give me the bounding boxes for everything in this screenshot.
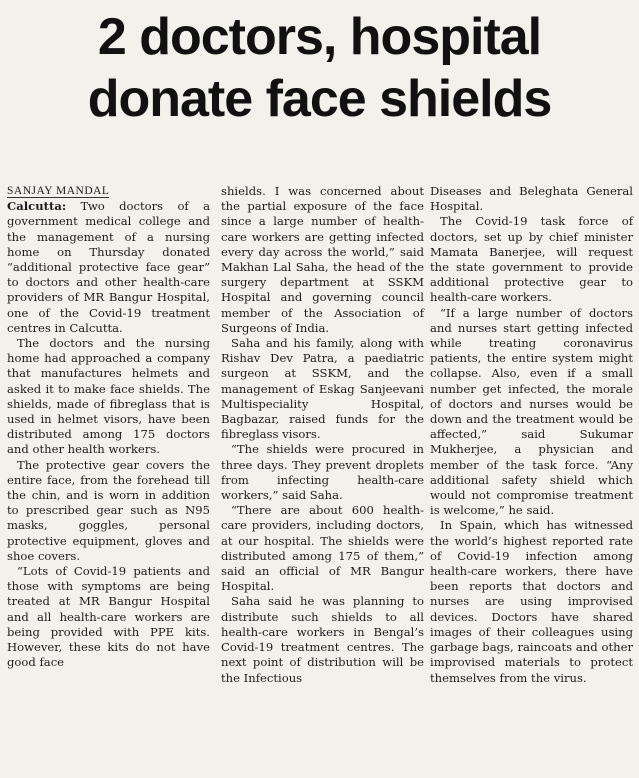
paragraph: Calcutta: Two doctors of a government medical college and the management of a nursing home on Thursday donated “additional protective face gear” to doctors and other health-care providers of MR Bangur Hospital, one of the Covid-19 treatment centres in Calcutta. [7, 199, 210, 335]
paragraph: Saha and his family, along with Rishav Dev Patra, a paediatric surgeon at SSKM, and the management of Eskag Sanjeevani Multispeciality Hospital, Bagbazar, raised funds for the fibreglass visors. [221, 336, 424, 442]
paragraph: Diseases and Beleghata General Hospital. [430, 184, 633, 214]
paragraph: “The shields were procured in three days. They prevent droplets from infecting health-care workers,” said Saha. [221, 442, 424, 503]
paragraph: “If a large number of doctors and nurses start getting infected while treating coronavirus patients, the entire system might collapse. Also, even if a small number get infected, the morale of doctors and nurses would be down and the treatment would be affected,” said Sukumar Mukherjee, a physician and member of the task force. “Any additional safety shield which would not compromise treatment is welcome,” he said. [430, 305, 633, 518]
paragraph: The doctors and the nursing home had approached a company that manufactures helmets and asked it to make face shields. The shields, made of fibreglass that is used in helmet visors, have been distributed among 175 doctors and other health workers. [7, 336, 210, 457]
headline-line-1: 2 doctors, hospital [97, 8, 542, 66]
paragraph: The protective gear covers the entire face, from the forehead till the chin, and is worn in addition to prescribed gear such as N95 masks, goggles, personal protective equipment, gloves and shoe covers. [7, 457, 210, 563]
paragraph: “There are about 600 health-care providers, including doctors, at our hospital. The shields were distributed among 175 of them,” said an official of MR Bangur Hospital. [221, 503, 424, 594]
paragraph: shields. I was concerned about the partial exposure of the face since a large number of health-care workers are getting infected every day across the world,” said Makhan Lal Saha, the head of the surgery department at SSKM Hospital and governing council member of the Association of Surgeons of India. [221, 184, 424, 335]
article-column-3 [430, 184, 633, 686]
byline: SANJAY MANDAL [7, 185, 110, 197]
paragraph: The Covid-19 task force of doctors, set up by chief minister Mamata Banerjee, will request the state government to provide additional protective gear to health-care workers. [430, 214, 633, 305]
article-column-1 [7, 184, 210, 671]
paragraph: “Lots of Covid-19 patients and those with symptoms are being treated at MR Bangur Hospital and all health-care workers are being provided with PPE kits. However, these kits do not have good face [7, 564, 210, 670]
headline [0, 6, 639, 130]
article-column-2 [221, 184, 424, 686]
paragraph: Saha said he was planning to distribute such shields to all health-care workers in Bengal’s Covid-19 treatment centres. The next point of distribution will be the Infectious [221, 594, 424, 685]
headline-line-2: donate face shields [87, 70, 552, 128]
dateline: Calcutta: [7, 199, 67, 214]
paragraph: In Spain, which has witnessed the world’s highest reported rate of Covid-19 infection among health-care workers, there have been reports that doctors and nurses are using improvised devices. Doctors have shared images of their colleagues using garbage bags, raincoats and other improvised materials to protect themselves from the virus. [430, 518, 633, 685]
